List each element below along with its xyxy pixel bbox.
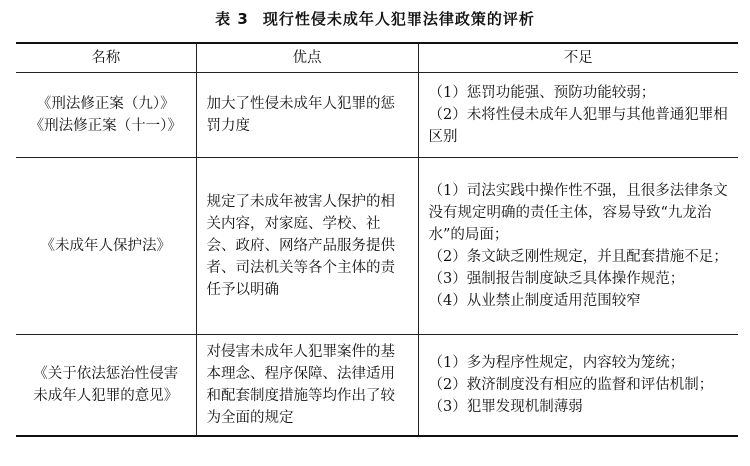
row-name-line: 《未成年人保护法》 [40,238,171,254]
shortcoming-item: （1）司法实践中操作性不强，且很多法律条文没有规定明确的责任主体，容易导致“九龙治水”的局面； [428,183,728,243]
header-name: 名称 [16,43,196,73]
table-row [16,158,738,335]
row-name-line: 《刑法修正案（九）》 [36,96,175,112]
header-shortcomings: 不足 [418,43,738,73]
row-name-line: 未成年人犯罪的意见》 [33,388,179,404]
row-name-cell [16,158,196,335]
shortcoming-item: （1）多为程序性规定，内容较为笼统； [428,355,685,371]
table-caption [0,8,750,29]
row-advantages-cell: 对侵害未成年人犯罪案件的基本理念、程序保障、法律适用和配套制度措施等均作出了较为全面的规定 [196,335,418,437]
table-row [16,335,738,437]
table-header-row [16,43,738,73]
policy-table [16,42,738,437]
table-number: 表 3 [215,10,249,28]
shortcoming-item: （1）惩罚功能强、预防功能较弱； [428,85,656,101]
row-shortcomings-cell [418,335,738,437]
row-shortcomings-cell [418,73,738,158]
table-title: 现行性侵未成年人犯罪法律政策的评析 [262,10,535,28]
row-advantages-cell: 规定了未成年被害人保护的相关内容，对家庭、学校、社会、政府、网络产品服务提供者、司法机关等各个主体的责任予以明确 [196,158,418,335]
shortcoming-item: （2）救济制度没有相应的监督和评估机制； [428,377,714,393]
shortcoming-item: （2）未将性侵未成年人犯罪与其他普通犯罪相区别 [428,107,728,145]
shortcoming-item: （3）强制报告制度缺乏具体操作规范； [428,271,685,287]
table-row [16,73,738,158]
row-advantages-cell: 加大了性侵未成年人犯罪的惩罚力度 [196,73,418,158]
row-name-line: 《刑法修正案（十一）》 [29,118,182,134]
shortcoming-item: （4）从业禁止制度适用范围较窄 [428,293,641,309]
row-name-cell [16,335,196,437]
shortcoming-item: （3）犯罪发现机制薄弱 [428,399,583,415]
header-advantages: 优点 [196,43,418,73]
row-name-line: 《关于依法惩治性侵害 [33,366,179,382]
row-shortcomings-cell [418,158,738,335]
row-name-cell [16,73,196,158]
shortcoming-item: （2）条文缺乏刚性规定，并且配套措施不足； [428,249,728,265]
